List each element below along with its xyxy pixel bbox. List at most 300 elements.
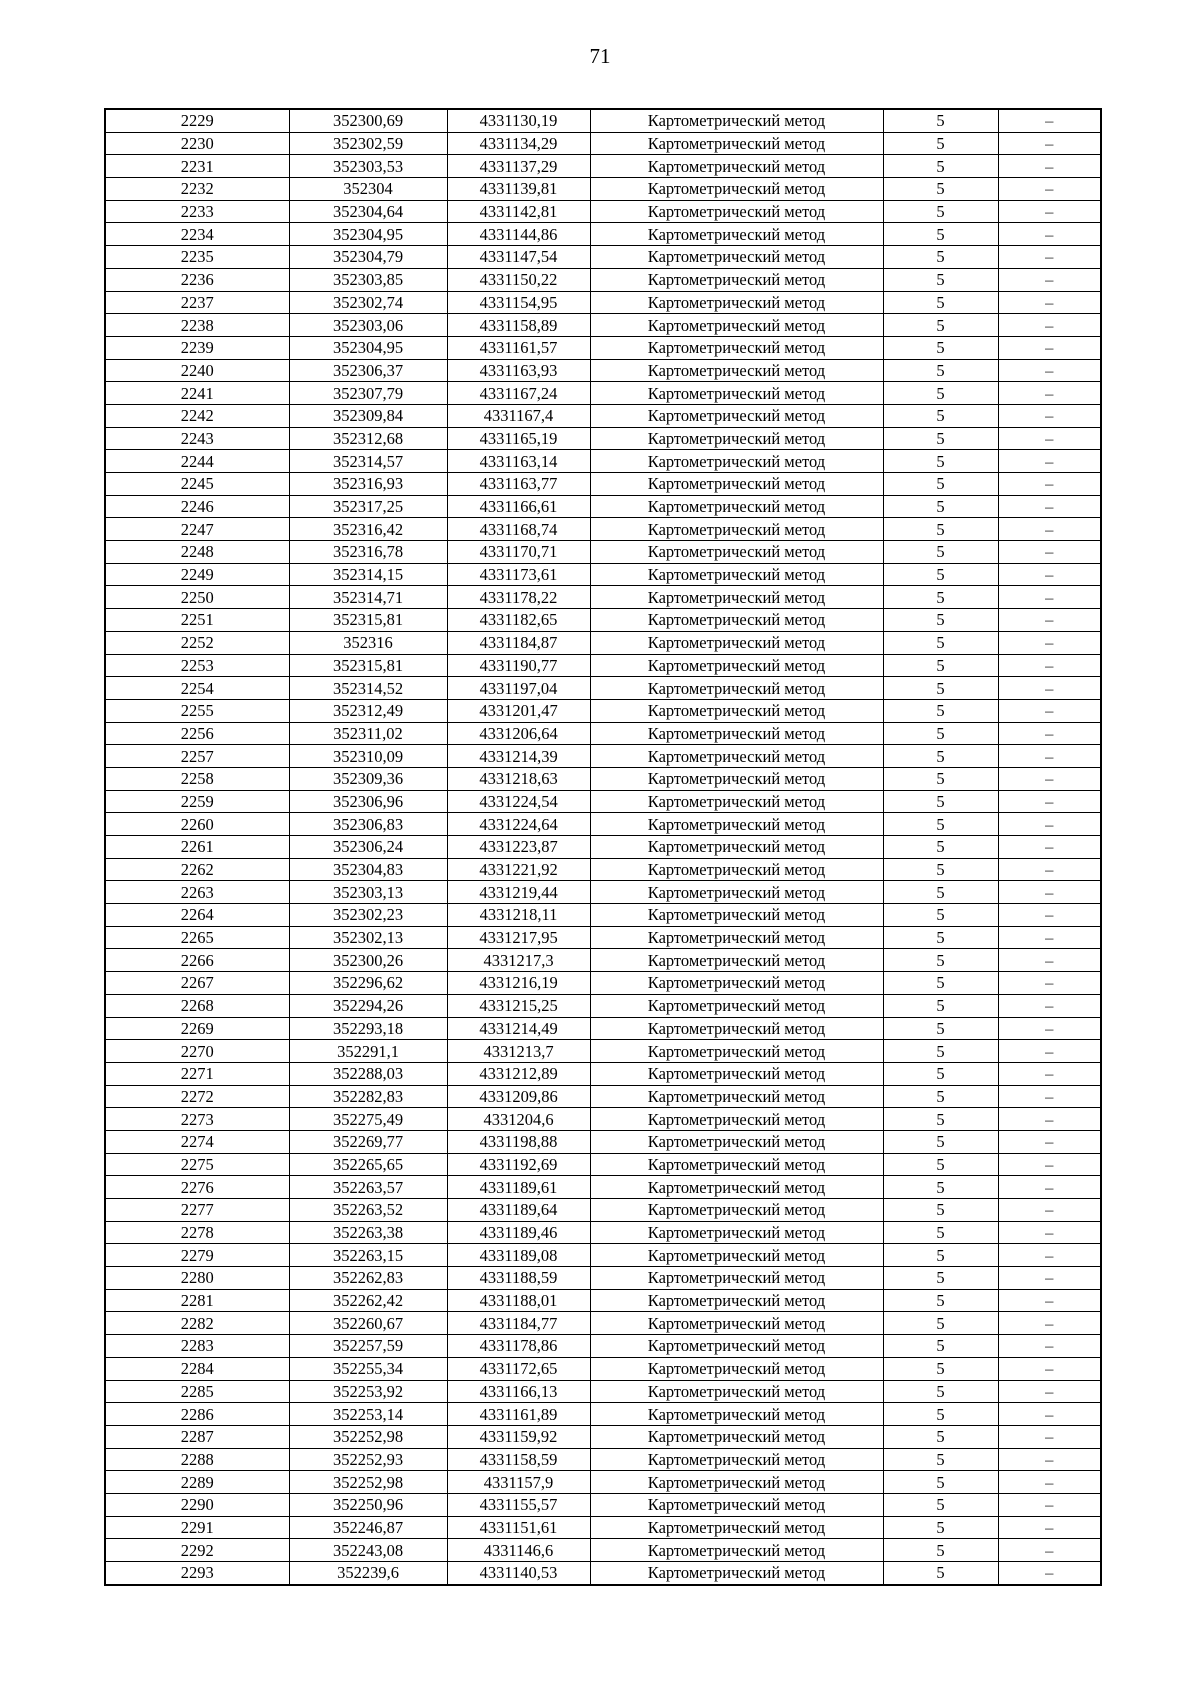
method-cell: Картометрический метод (590, 291, 883, 314)
point-number-cell: 2269 (105, 1017, 289, 1040)
x-coordinate-cell: 352252,98 (289, 1425, 447, 1448)
empty-mark-cell: – (998, 1312, 1101, 1335)
empty-mark-cell: – (998, 972, 1101, 995)
table-row (105, 268, 1101, 291)
point-number-cell: 2281 (105, 1289, 289, 1312)
table-row (105, 654, 1101, 677)
point-number-cell: 2233 (105, 200, 289, 223)
point-number-cell: 2260 (105, 813, 289, 836)
point-number-cell: 2288 (105, 1448, 289, 1471)
x-coordinate-cell: 352306,37 (289, 359, 447, 382)
method-cell: Картометрический метод (590, 1244, 883, 1267)
y-coordinate-cell: 4331209,86 (447, 1085, 590, 1108)
accuracy-cell: 5 (883, 631, 998, 654)
x-coordinate-cell: 352310,09 (289, 745, 447, 768)
x-coordinate-cell: 352312,49 (289, 699, 447, 722)
accuracy-cell: 5 (883, 677, 998, 700)
accuracy-cell: 5 (883, 1539, 998, 1562)
accuracy-cell: 5 (883, 790, 998, 813)
table-row (105, 858, 1101, 881)
table-row (105, 994, 1101, 1017)
table-row (105, 1335, 1101, 1358)
table-row (105, 926, 1101, 949)
x-coordinate-cell: 352314,15 (289, 563, 447, 586)
empty-mark-cell: – (998, 1471, 1101, 1494)
point-number-cell: 2244 (105, 450, 289, 473)
x-coordinate-cell: 352275,49 (289, 1108, 447, 1131)
accuracy-cell: 5 (883, 450, 998, 473)
method-cell: Картометрический метод (590, 427, 883, 450)
point-number-cell: 2282 (105, 1312, 289, 1335)
y-coordinate-cell: 4331163,14 (447, 450, 590, 473)
y-coordinate-cell: 4331204,6 (447, 1108, 590, 1131)
accuracy-cell: 5 (883, 926, 998, 949)
point-number-cell: 2285 (105, 1380, 289, 1403)
method-cell: Картометрический метод (590, 1335, 883, 1358)
accuracy-cell: 5 (883, 1130, 998, 1153)
accuracy-cell: 5 (883, 1108, 998, 1131)
point-number-cell: 2283 (105, 1335, 289, 1358)
empty-mark-cell: – (998, 767, 1101, 790)
empty-mark-cell: – (998, 1335, 1101, 1358)
x-coordinate-cell: 352262,42 (289, 1289, 447, 1312)
accuracy-cell: 5 (883, 949, 998, 972)
method-cell: Картометрический метод (590, 767, 883, 790)
table-row (105, 246, 1101, 269)
point-number-cell: 2247 (105, 518, 289, 541)
y-coordinate-cell: 4331166,13 (447, 1380, 590, 1403)
x-coordinate-cell: 352263,15 (289, 1244, 447, 1267)
method-cell: Картометрический метод (590, 1130, 883, 1153)
table-row (105, 881, 1101, 904)
point-number-cell: 2246 (105, 495, 289, 518)
y-coordinate-cell: 4331163,93 (447, 359, 590, 382)
point-number-cell: 2268 (105, 994, 289, 1017)
x-coordinate-cell: 352306,24 (289, 836, 447, 859)
y-coordinate-cell: 4331212,89 (447, 1062, 590, 1085)
accuracy-cell: 5 (883, 1403, 998, 1426)
empty-mark-cell: – (998, 813, 1101, 836)
table-row (105, 495, 1101, 518)
x-coordinate-cell: 352263,38 (289, 1221, 447, 1244)
method-cell: Картометрический метод (590, 994, 883, 1017)
table-row (105, 427, 1101, 450)
accuracy-cell: 5 (883, 1267, 998, 1290)
point-number-cell: 2290 (105, 1493, 289, 1516)
method-cell: Картометрический метод (590, 1403, 883, 1426)
method-cell: Картометрический метод (590, 926, 883, 949)
empty-mark-cell: – (998, 609, 1101, 632)
table-row (105, 790, 1101, 813)
method-cell: Картометрический метод (590, 155, 883, 178)
empty-mark-cell: – (998, 1539, 1101, 1562)
point-number-cell: 2238 (105, 314, 289, 337)
empty-mark-cell: – (998, 1085, 1101, 1108)
accuracy-cell: 5 (883, 291, 998, 314)
point-number-cell: 2273 (105, 1108, 289, 1131)
y-coordinate-cell: 4331214,49 (447, 1017, 590, 1040)
table-row (105, 404, 1101, 427)
accuracy-cell: 5 (883, 1199, 998, 1222)
accuracy-cell: 5 (883, 541, 998, 564)
y-coordinate-cell: 4331163,77 (447, 473, 590, 496)
x-coordinate-cell: 352304 (289, 178, 447, 201)
x-coordinate-cell: 352306,83 (289, 813, 447, 836)
point-number-cell: 2266 (105, 949, 289, 972)
method-cell: Картометрический метод (590, 178, 883, 201)
method-cell: Картометрический метод (590, 1425, 883, 1448)
accuracy-cell: 5 (883, 404, 998, 427)
empty-mark-cell: – (998, 1562, 1101, 1585)
method-cell: Картометрический метод (590, 699, 883, 722)
accuracy-cell: 5 (883, 155, 998, 178)
point-number-cell: 2242 (105, 404, 289, 427)
accuracy-cell: 5 (883, 1289, 998, 1312)
x-coordinate-cell: 352316,42 (289, 518, 447, 541)
accuracy-cell: 5 (883, 314, 998, 337)
empty-mark-cell: – (998, 178, 1101, 201)
x-coordinate-cell: 352302,13 (289, 926, 447, 949)
table-row (105, 972, 1101, 995)
x-coordinate-cell: 352303,85 (289, 268, 447, 291)
accuracy-cell: 5 (883, 994, 998, 1017)
table-row (105, 1289, 1101, 1312)
point-number-cell: 2232 (105, 178, 289, 201)
method-cell: Картометрический метод (590, 1312, 883, 1335)
method-cell: Картометрический метод (590, 1493, 883, 1516)
empty-mark-cell: – (998, 1040, 1101, 1063)
point-number-cell: 2270 (105, 1040, 289, 1063)
y-coordinate-cell: 4331161,89 (447, 1403, 590, 1426)
empty-mark-cell: – (998, 949, 1101, 972)
y-coordinate-cell: 4331201,47 (447, 699, 590, 722)
accuracy-cell: 5 (883, 109, 998, 132)
x-coordinate-cell: 352303,53 (289, 155, 447, 178)
method-cell: Картометрический метод (590, 677, 883, 700)
accuracy-cell: 5 (883, 1380, 998, 1403)
accuracy-cell: 5 (883, 200, 998, 223)
table-row (105, 1448, 1101, 1471)
x-coordinate-cell: 352294,26 (289, 994, 447, 1017)
point-number-cell: 2235 (105, 246, 289, 269)
method-cell: Картометрический метод (590, 1176, 883, 1199)
x-coordinate-cell: 352263,52 (289, 1199, 447, 1222)
y-coordinate-cell: 4331214,39 (447, 745, 590, 768)
method-cell: Картометрический метод (590, 314, 883, 337)
point-number-cell: 2237 (105, 291, 289, 314)
x-coordinate-cell: 352311,02 (289, 722, 447, 745)
y-coordinate-cell: 4331192,69 (447, 1153, 590, 1176)
table-row (105, 586, 1101, 609)
accuracy-cell: 5 (883, 1244, 998, 1267)
accuracy-cell: 5 (883, 223, 998, 246)
accuracy-cell: 5 (883, 1221, 998, 1244)
accuracy-cell: 5 (883, 178, 998, 201)
accuracy-cell: 5 (883, 473, 998, 496)
method-cell: Картометрический метод (590, 1062, 883, 1085)
y-coordinate-cell: 4331213,7 (447, 1040, 590, 1063)
point-number-cell: 2286 (105, 1403, 289, 1426)
method-cell: Картометрический метод (590, 790, 883, 813)
accuracy-cell: 5 (883, 654, 998, 677)
method-cell: Картометрический метод (590, 336, 883, 359)
table-row (105, 1130, 1101, 1153)
method-cell: Картометрический метод (590, 404, 883, 427)
point-number-cell: 2293 (105, 1562, 289, 1585)
point-number-cell: 2275 (105, 1153, 289, 1176)
x-coordinate-cell: 352304,95 (289, 223, 447, 246)
x-coordinate-cell: 352303,13 (289, 881, 447, 904)
table-row (105, 336, 1101, 359)
x-coordinate-cell: 352288,03 (289, 1062, 447, 1085)
method-cell: Картометрический метод (590, 1516, 883, 1539)
y-coordinate-cell: 4331167,24 (447, 382, 590, 405)
y-coordinate-cell: 4331172,65 (447, 1357, 590, 1380)
accuracy-cell: 5 (883, 1516, 998, 1539)
point-number-cell: 2278 (105, 1221, 289, 1244)
table-row (105, 1357, 1101, 1380)
point-number-cell: 2253 (105, 654, 289, 677)
accuracy-cell: 5 (883, 1085, 998, 1108)
x-coordinate-cell: 352302,59 (289, 132, 447, 155)
accuracy-cell: 5 (883, 1471, 998, 1494)
x-coordinate-cell: 352304,64 (289, 200, 447, 223)
y-coordinate-cell: 4331197,04 (447, 677, 590, 700)
point-number-cell: 2245 (105, 473, 289, 496)
point-number-cell: 2252 (105, 631, 289, 654)
y-coordinate-cell: 4331168,74 (447, 518, 590, 541)
method-cell: Картометрический метод (590, 1199, 883, 1222)
coordinates-table (104, 108, 1102, 1586)
table-row (105, 178, 1101, 201)
empty-mark-cell: – (998, 109, 1101, 132)
y-coordinate-cell: 4331165,19 (447, 427, 590, 450)
point-number-cell: 2287 (105, 1425, 289, 1448)
point-number-cell: 2264 (105, 904, 289, 927)
method-cell: Картометрический метод (590, 1085, 883, 1108)
table-row (105, 1199, 1101, 1222)
accuracy-cell: 5 (883, 132, 998, 155)
empty-mark-cell: – (998, 1380, 1101, 1403)
point-number-cell: 2249 (105, 563, 289, 586)
accuracy-cell: 5 (883, 495, 998, 518)
method-cell: Картометрический метод (590, 654, 883, 677)
method-cell: Картометрический метод (590, 1448, 883, 1471)
y-coordinate-cell: 4331223,87 (447, 836, 590, 859)
method-cell: Картометрический метод (590, 200, 883, 223)
accuracy-cell: 5 (883, 382, 998, 405)
point-number-cell: 2243 (105, 427, 289, 450)
x-coordinate-cell: 352315,81 (289, 654, 447, 677)
empty-mark-cell: – (998, 541, 1101, 564)
empty-mark-cell: – (998, 926, 1101, 949)
x-coordinate-cell: 352302,74 (289, 291, 447, 314)
accuracy-cell: 5 (883, 518, 998, 541)
table-row (105, 200, 1101, 223)
accuracy-cell: 5 (883, 1493, 998, 1516)
table-row (105, 1017, 1101, 1040)
x-coordinate-cell: 352291,1 (289, 1040, 447, 1063)
x-coordinate-cell: 352314,52 (289, 677, 447, 700)
empty-mark-cell: – (998, 473, 1101, 496)
y-coordinate-cell: 4331158,59 (447, 1448, 590, 1471)
x-coordinate-cell: 352309,36 (289, 767, 447, 790)
page-number: 71 (589, 44, 611, 68)
accuracy-cell: 5 (883, 586, 998, 609)
method-cell: Картометрический метод (590, 609, 883, 632)
accuracy-cell: 5 (883, 813, 998, 836)
method-cell: Картометрический метод (590, 813, 883, 836)
point-number-cell: 2276 (105, 1176, 289, 1199)
empty-mark-cell: – (998, 1199, 1101, 1222)
x-coordinate-cell: 352253,14 (289, 1403, 447, 1426)
y-coordinate-cell: 4331215,25 (447, 994, 590, 1017)
table-row (105, 1244, 1101, 1267)
table-row (105, 1562, 1101, 1585)
y-coordinate-cell: 4331140,53 (447, 1562, 590, 1585)
y-coordinate-cell: 4331188,59 (447, 1267, 590, 1290)
point-number-cell: 2236 (105, 268, 289, 291)
method-cell: Картометрический метод (590, 722, 883, 745)
x-coordinate-cell: 352303,06 (289, 314, 447, 337)
point-number-cell: 2261 (105, 836, 289, 859)
x-coordinate-cell: 352316,78 (289, 541, 447, 564)
point-number-cell: 2263 (105, 881, 289, 904)
empty-mark-cell: – (998, 881, 1101, 904)
table-row (105, 1493, 1101, 1516)
table-row (105, 541, 1101, 564)
empty-mark-cell: – (998, 1221, 1101, 1244)
table-row (105, 1221, 1101, 1244)
x-coordinate-cell: 352239,6 (289, 1562, 447, 1585)
empty-mark-cell: – (998, 654, 1101, 677)
empty-mark-cell: – (998, 132, 1101, 155)
empty-mark-cell: – (998, 1425, 1101, 1448)
table-row (105, 450, 1101, 473)
empty-mark-cell: – (998, 495, 1101, 518)
empty-mark-cell: – (998, 994, 1101, 1017)
empty-mark-cell: – (998, 223, 1101, 246)
empty-mark-cell: – (998, 858, 1101, 881)
table-row (105, 836, 1101, 859)
point-number-cell: 2272 (105, 1085, 289, 1108)
table-row (105, 1153, 1101, 1176)
point-number-cell: 2284 (105, 1357, 289, 1380)
empty-mark-cell: – (998, 200, 1101, 223)
x-coordinate-cell: 352309,84 (289, 404, 447, 427)
accuracy-cell: 5 (883, 359, 998, 382)
empty-mark-cell: – (998, 155, 1101, 178)
y-coordinate-cell: 4331147,54 (447, 246, 590, 269)
y-coordinate-cell: 4331170,71 (447, 541, 590, 564)
method-cell: Картометрический метод (590, 1040, 883, 1063)
accuracy-cell: 5 (883, 1335, 998, 1358)
y-coordinate-cell: 4331137,29 (447, 155, 590, 178)
accuracy-cell: 5 (883, 745, 998, 768)
accuracy-cell: 5 (883, 246, 998, 269)
table-row (105, 677, 1101, 700)
y-coordinate-cell: 4331216,19 (447, 972, 590, 995)
accuracy-cell: 5 (883, 336, 998, 359)
empty-mark-cell: – (998, 1176, 1101, 1199)
coordinates-table-body (105, 109, 1101, 1585)
accuracy-cell: 5 (883, 1425, 998, 1448)
empty-mark-cell: – (998, 1130, 1101, 1153)
empty-mark-cell: – (998, 1289, 1101, 1312)
table-row (105, 1267, 1101, 1290)
point-number-cell: 2280 (105, 1267, 289, 1290)
table-row (105, 109, 1101, 132)
y-coordinate-cell: 4331189,08 (447, 1244, 590, 1267)
table-row (105, 631, 1101, 654)
table-row (105, 291, 1101, 314)
method-cell: Картометрический метод (590, 881, 883, 904)
accuracy-cell: 5 (883, 609, 998, 632)
empty-mark-cell: – (998, 904, 1101, 927)
y-coordinate-cell: 4331173,61 (447, 563, 590, 586)
empty-mark-cell: – (998, 1267, 1101, 1290)
accuracy-cell: 5 (883, 1448, 998, 1471)
y-coordinate-cell: 4331144,86 (447, 223, 590, 246)
y-coordinate-cell: 4331189,61 (447, 1176, 590, 1199)
point-number-cell: 2239 (105, 336, 289, 359)
point-number-cell: 2234 (105, 223, 289, 246)
table-row (105, 767, 1101, 790)
x-coordinate-cell: 352257,59 (289, 1335, 447, 1358)
x-coordinate-cell: 352263,57 (289, 1176, 447, 1199)
x-coordinate-cell: 352317,25 (289, 495, 447, 518)
empty-mark-cell: – (998, 586, 1101, 609)
x-coordinate-cell: 352304,79 (289, 246, 447, 269)
table-row (105, 699, 1101, 722)
method-cell: Картометрический метод (590, 518, 883, 541)
method-cell: Картометрический метод (590, 473, 883, 496)
method-cell: Картометрический метод (590, 1221, 883, 1244)
y-coordinate-cell: 4331178,22 (447, 586, 590, 609)
empty-mark-cell: – (998, 1493, 1101, 1516)
empty-mark-cell: – (998, 268, 1101, 291)
x-coordinate-cell: 352246,87 (289, 1516, 447, 1539)
x-coordinate-cell: 352253,92 (289, 1380, 447, 1403)
table-row (105, 132, 1101, 155)
y-coordinate-cell: 4331224,64 (447, 813, 590, 836)
table-row (105, 813, 1101, 836)
method-cell: Картометрический метод (590, 450, 883, 473)
table-row (105, 1176, 1101, 1199)
table-row (105, 563, 1101, 586)
empty-mark-cell: – (998, 699, 1101, 722)
x-coordinate-cell: 352250,96 (289, 1493, 447, 1516)
table-row (105, 949, 1101, 972)
method-cell: Картометрический метод (590, 132, 883, 155)
method-cell: Картометрический метод (590, 631, 883, 654)
y-coordinate-cell: 4331224,54 (447, 790, 590, 813)
empty-mark-cell: – (998, 1017, 1101, 1040)
table-row (105, 314, 1101, 337)
point-number-cell: 2256 (105, 722, 289, 745)
point-number-cell: 2271 (105, 1062, 289, 1085)
empty-mark-cell: – (998, 745, 1101, 768)
method-cell: Картометрический метод (590, 1562, 883, 1585)
table-row (105, 223, 1101, 246)
y-coordinate-cell: 4331206,64 (447, 722, 590, 745)
accuracy-cell: 5 (883, 1357, 998, 1380)
empty-mark-cell: – (998, 1516, 1101, 1539)
empty-mark-cell: – (998, 314, 1101, 337)
x-coordinate-cell: 352300,26 (289, 949, 447, 972)
empty-mark-cell: – (998, 404, 1101, 427)
point-number-cell: 2250 (105, 586, 289, 609)
